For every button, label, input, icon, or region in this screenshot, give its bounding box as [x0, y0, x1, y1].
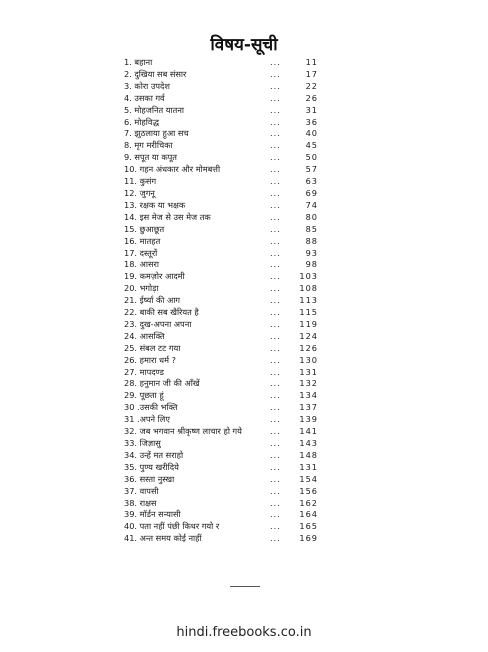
toc-entry-title: 20. भगोड़ा — [124, 283, 159, 294]
toc-leader-dots: ... — [270, 330, 281, 341]
table-of-contents — [124, 57, 324, 545]
toc-entry-page-number: 148 — [299, 449, 318, 460]
toc-entry-title: 12. जुगनू — [124, 187, 155, 198]
toc-entry — [124, 331, 324, 343]
toc-entry — [124, 224, 324, 236]
toc-entry-title: 9. सपूत या कपूत — [124, 152, 177, 163]
toc-leader-dots: ... — [270, 438, 281, 448]
toc-entry-page-number: 63 — [305, 176, 318, 187]
toc-entry-title: 8. मृग मरीचिका — [124, 140, 173, 151]
toc-entry-title: 35. पुण्य खरीदिये — [124, 461, 179, 472]
toc-entry — [124, 248, 324, 260]
toc-leader-dots: ... — [270, 414, 281, 425]
toc-entry-title: 26. हमारा धर्म ? — [124, 354, 176, 365]
toc-entry-page-number: 17 — [305, 68, 318, 79]
toc-entry-page-number: 26 — [305, 92, 318, 103]
toc-leader-dots: ... — [270, 68, 281, 79]
toc-leader-dots: ... — [270, 521, 281, 532]
toc-entry-title: 13. रक्षक या भक्षक — [124, 199, 186, 210]
toc-entry — [124, 402, 324, 414]
toc-entry-page-number: 93 — [305, 247, 318, 258]
toc-entry-title: 39. मॉर्डन सन्यासी — [124, 509, 181, 520]
toc-entry — [124, 128, 324, 140]
toc-entry-title: 31 .अपने लिए — [124, 414, 170, 425]
toc-leader-dots: ... — [270, 57, 281, 67]
toc-leader-dots: ... — [270, 449, 281, 460]
toc-entry-page-number: 50 — [305, 152, 318, 163]
toc-entry-page-number: 40 — [305, 128, 318, 139]
toc-entry-title: 10. गहन अंधकार और मोमबत्ती — [124, 164, 221, 175]
toc-entry-page-number: 69 — [305, 187, 318, 198]
toc-leader-dots: ... — [270, 354, 281, 365]
toc-entry-title: 29. पूछता हूं — [124, 390, 164, 401]
toc-entry-page-number: 164 — [299, 509, 318, 520]
toc-entry-page-number: 131 — [299, 366, 318, 377]
toc-entry-page-number: 11 — [305, 57, 318, 67]
toc-entry-page-number: 156 — [299, 485, 318, 496]
toc-leader-dots: ... — [270, 116, 281, 127]
toc-entry-title: 16. मातहत — [124, 235, 161, 246]
toc-entry — [124, 152, 324, 164]
toc-entry-page-number: 85 — [305, 223, 318, 234]
toc-entry-title: 1. बहाना — [124, 57, 153, 67]
toc-leader-dots: ... — [270, 152, 281, 163]
end-divider — [230, 586, 260, 587]
toc-entry-title: 17. दस्तूरों — [124, 247, 158, 258]
toc-entry — [124, 438, 324, 450]
toc-leader-dots: ... — [270, 80, 281, 91]
toc-entry — [124, 509, 324, 521]
toc-leader-dots: ... — [270, 426, 281, 437]
toc-entry-title: 19. कमज़ोर आदमी — [124, 271, 185, 282]
toc-leader-dots: ... — [270, 128, 281, 139]
toc-entry — [124, 486, 324, 498]
toc-entry-page-number: 103 — [299, 271, 318, 282]
toc-entry-title: 38. राक्षस — [124, 497, 157, 508]
toc-entry-title: 25. संबल टट गया — [124, 342, 181, 353]
toc-entry-title: 37. वापसी — [124, 485, 159, 496]
toc-entry — [124, 283, 324, 295]
toc-entry-page-number: 154 — [299, 473, 318, 484]
toc-entry-page-number: 131 — [299, 461, 318, 472]
toc-entry — [124, 140, 324, 152]
toc-entry — [124, 378, 324, 390]
toc-entry-page-number: 22 — [305, 80, 318, 91]
toc-entry — [124, 69, 324, 81]
toc-entry-page-number: 74 — [305, 199, 318, 210]
toc-entry-page-number: 134 — [299, 390, 318, 401]
toc-leader-dots: ... — [270, 92, 281, 103]
toc-entry — [124, 307, 324, 319]
toc-entry-page-number: 108 — [299, 283, 318, 294]
toc-entry — [124, 367, 324, 379]
toc-entry-title: 28. हनुमान जी की आँखें — [124, 378, 200, 389]
toc-leader-dots: ... — [270, 271, 281, 282]
toc-entry-title: 11. कुसंग — [124, 176, 157, 187]
toc-entry — [124, 450, 324, 462]
toc-entry-title: 33. जिज्ञासु — [124, 438, 161, 448]
toc-entry-page-number: 143 — [299, 438, 318, 448]
toc-entry — [124, 57, 324, 69]
toc-leader-dots: ... — [270, 342, 281, 353]
toc-entry-page-number: 137 — [299, 402, 318, 413]
toc-leader-dots: ... — [270, 402, 281, 413]
toc-leader-dots: ... — [270, 533, 281, 544]
toc-entry-title: 24. आसक्ति — [124, 330, 165, 341]
toc-entry-page-number: 169 — [299, 533, 318, 544]
page-title: विषय-सूची — [210, 35, 278, 55]
toc-entry-title: 34. उन्हें मत सराहो — [124, 449, 184, 460]
toc-entry — [124, 343, 324, 355]
toc-leader-dots: ... — [270, 461, 281, 472]
toc-leader-dots: ... — [270, 295, 281, 306]
toc-entry — [124, 164, 324, 176]
toc-leader-dots: ... — [270, 473, 281, 484]
toc-entry — [124, 93, 324, 105]
toc-entry — [124, 188, 324, 200]
toc-entry-title: 18. आसरा — [124, 259, 159, 270]
toc-entry — [124, 319, 324, 331]
toc-entry-page-number: 132 — [299, 378, 318, 389]
toc-entry-page-number: 124 — [299, 330, 318, 341]
toc-entry-page-number: 45 — [305, 140, 318, 151]
toc-entry-title: 7. झुठलाया हुआ सच — [124, 128, 189, 139]
toc-leader-dots: ... — [270, 235, 281, 246]
toc-entry-title: 14. इस मेज से उस मेज तक — [124, 211, 211, 222]
toc-entry-title: 5. मोहजनित यातना — [124, 104, 184, 115]
toc-leader-dots: ... — [270, 199, 281, 210]
toc-entry — [124, 462, 324, 474]
toc-entry — [124, 521, 324, 533]
toc-entry-title: 23. दुख-अपना अपना — [124, 318, 192, 329]
toc-entry — [124, 212, 324, 224]
toc-entry-page-number: 139 — [299, 414, 318, 425]
toc-leader-dots: ... — [270, 187, 281, 198]
toc-entry-title: 27. मापदण्ड — [124, 366, 164, 377]
toc-entry — [124, 236, 324, 248]
toc-entry-title: 36. सस्ता नुस्खा — [124, 473, 175, 484]
toc-entry-page-number: 57 — [305, 164, 318, 175]
toc-leader-dots: ... — [270, 211, 281, 222]
toc-entry — [124, 200, 324, 212]
toc-entry-title: 40. पता नहीं पंछी किधर गयो र — [124, 521, 220, 532]
toc-leader-dots: ... — [270, 247, 281, 258]
toc-entry — [124, 117, 324, 129]
toc-entry-page-number: 119 — [299, 318, 318, 329]
toc-leader-dots: ... — [270, 509, 281, 520]
toc-entry-title: 2. दुखिया सब संसार — [124, 68, 187, 79]
toc-leader-dots: ... — [270, 283, 281, 294]
toc-entry — [124, 390, 324, 402]
toc-entry-title: 30 .उसकी भक्ति — [124, 402, 178, 413]
toc-entry-title: 22. बाकी सब खैरियत है — [124, 307, 199, 318]
toc-leader-dots: ... — [270, 497, 281, 508]
toc-entry-page-number: 98 — [305, 259, 318, 270]
toc-leader-dots: ... — [270, 104, 281, 115]
toc-entry-page-number: 126 — [299, 342, 318, 353]
toc-entry-title: 4. उसका गर्व — [124, 92, 165, 103]
toc-entry-title: 6. मोहविद्ध — [124, 116, 159, 127]
toc-leader-dots: ... — [270, 164, 281, 175]
toc-leader-dots: ... — [270, 378, 281, 389]
toc-entry — [124, 81, 324, 93]
toc-entry-page-number: 130 — [299, 354, 318, 365]
toc-entry — [124, 259, 324, 271]
toc-entry-title: 41. अन्त समय कोई नाहीं — [124, 533, 202, 544]
toc-entry — [124, 105, 324, 117]
toc-entry — [124, 533, 324, 545]
toc-entry-page-number: 36 — [305, 116, 318, 127]
toc-entry-page-number: 88 — [305, 235, 318, 246]
toc-entry-page-number: 31 — [305, 104, 318, 115]
toc-entry-page-number: 162 — [299, 497, 318, 508]
toc-leader-dots: ... — [270, 485, 281, 496]
toc-leader-dots: ... — [270, 176, 281, 187]
toc-entry-page-number: 115 — [299, 307, 318, 318]
toc-entry-page-number: 80 — [305, 211, 318, 222]
toc-entry — [124, 295, 324, 307]
toc-entry-title: 15. छुआछूत — [124, 223, 165, 234]
toc-entry — [124, 414, 324, 426]
toc-entry-title: 21. ईर्ष्या की आग — [124, 295, 181, 306]
toc-entry-page-number: 165 — [299, 521, 318, 532]
toc-entry — [124, 271, 324, 283]
toc-entry-title: 3. कोरा उपदेश — [124, 80, 170, 91]
toc-entry — [124, 498, 324, 510]
toc-entry-title: 32. जब भगवान श्रीकृष्ण लाचार हो गये — [124, 426, 242, 437]
toc-leader-dots: ... — [270, 390, 281, 401]
toc-entry-page-number: 141 — [299, 426, 318, 437]
toc-entry — [124, 474, 324, 486]
toc-leader-dots: ... — [270, 259, 281, 270]
toc-entry — [124, 426, 324, 438]
toc-entry — [124, 176, 324, 188]
footer-site-url: hindi.freebooks.co.in — [176, 625, 312, 640]
toc-leader-dots: ... — [270, 318, 281, 329]
toc-entry-page-number: 113 — [299, 295, 318, 306]
toc-leader-dots: ... — [270, 140, 281, 151]
toc-leader-dots: ... — [270, 223, 281, 234]
toc-leader-dots: ... — [270, 366, 281, 377]
toc-leader-dots: ... — [270, 307, 281, 318]
toc-entry — [124, 355, 324, 367]
